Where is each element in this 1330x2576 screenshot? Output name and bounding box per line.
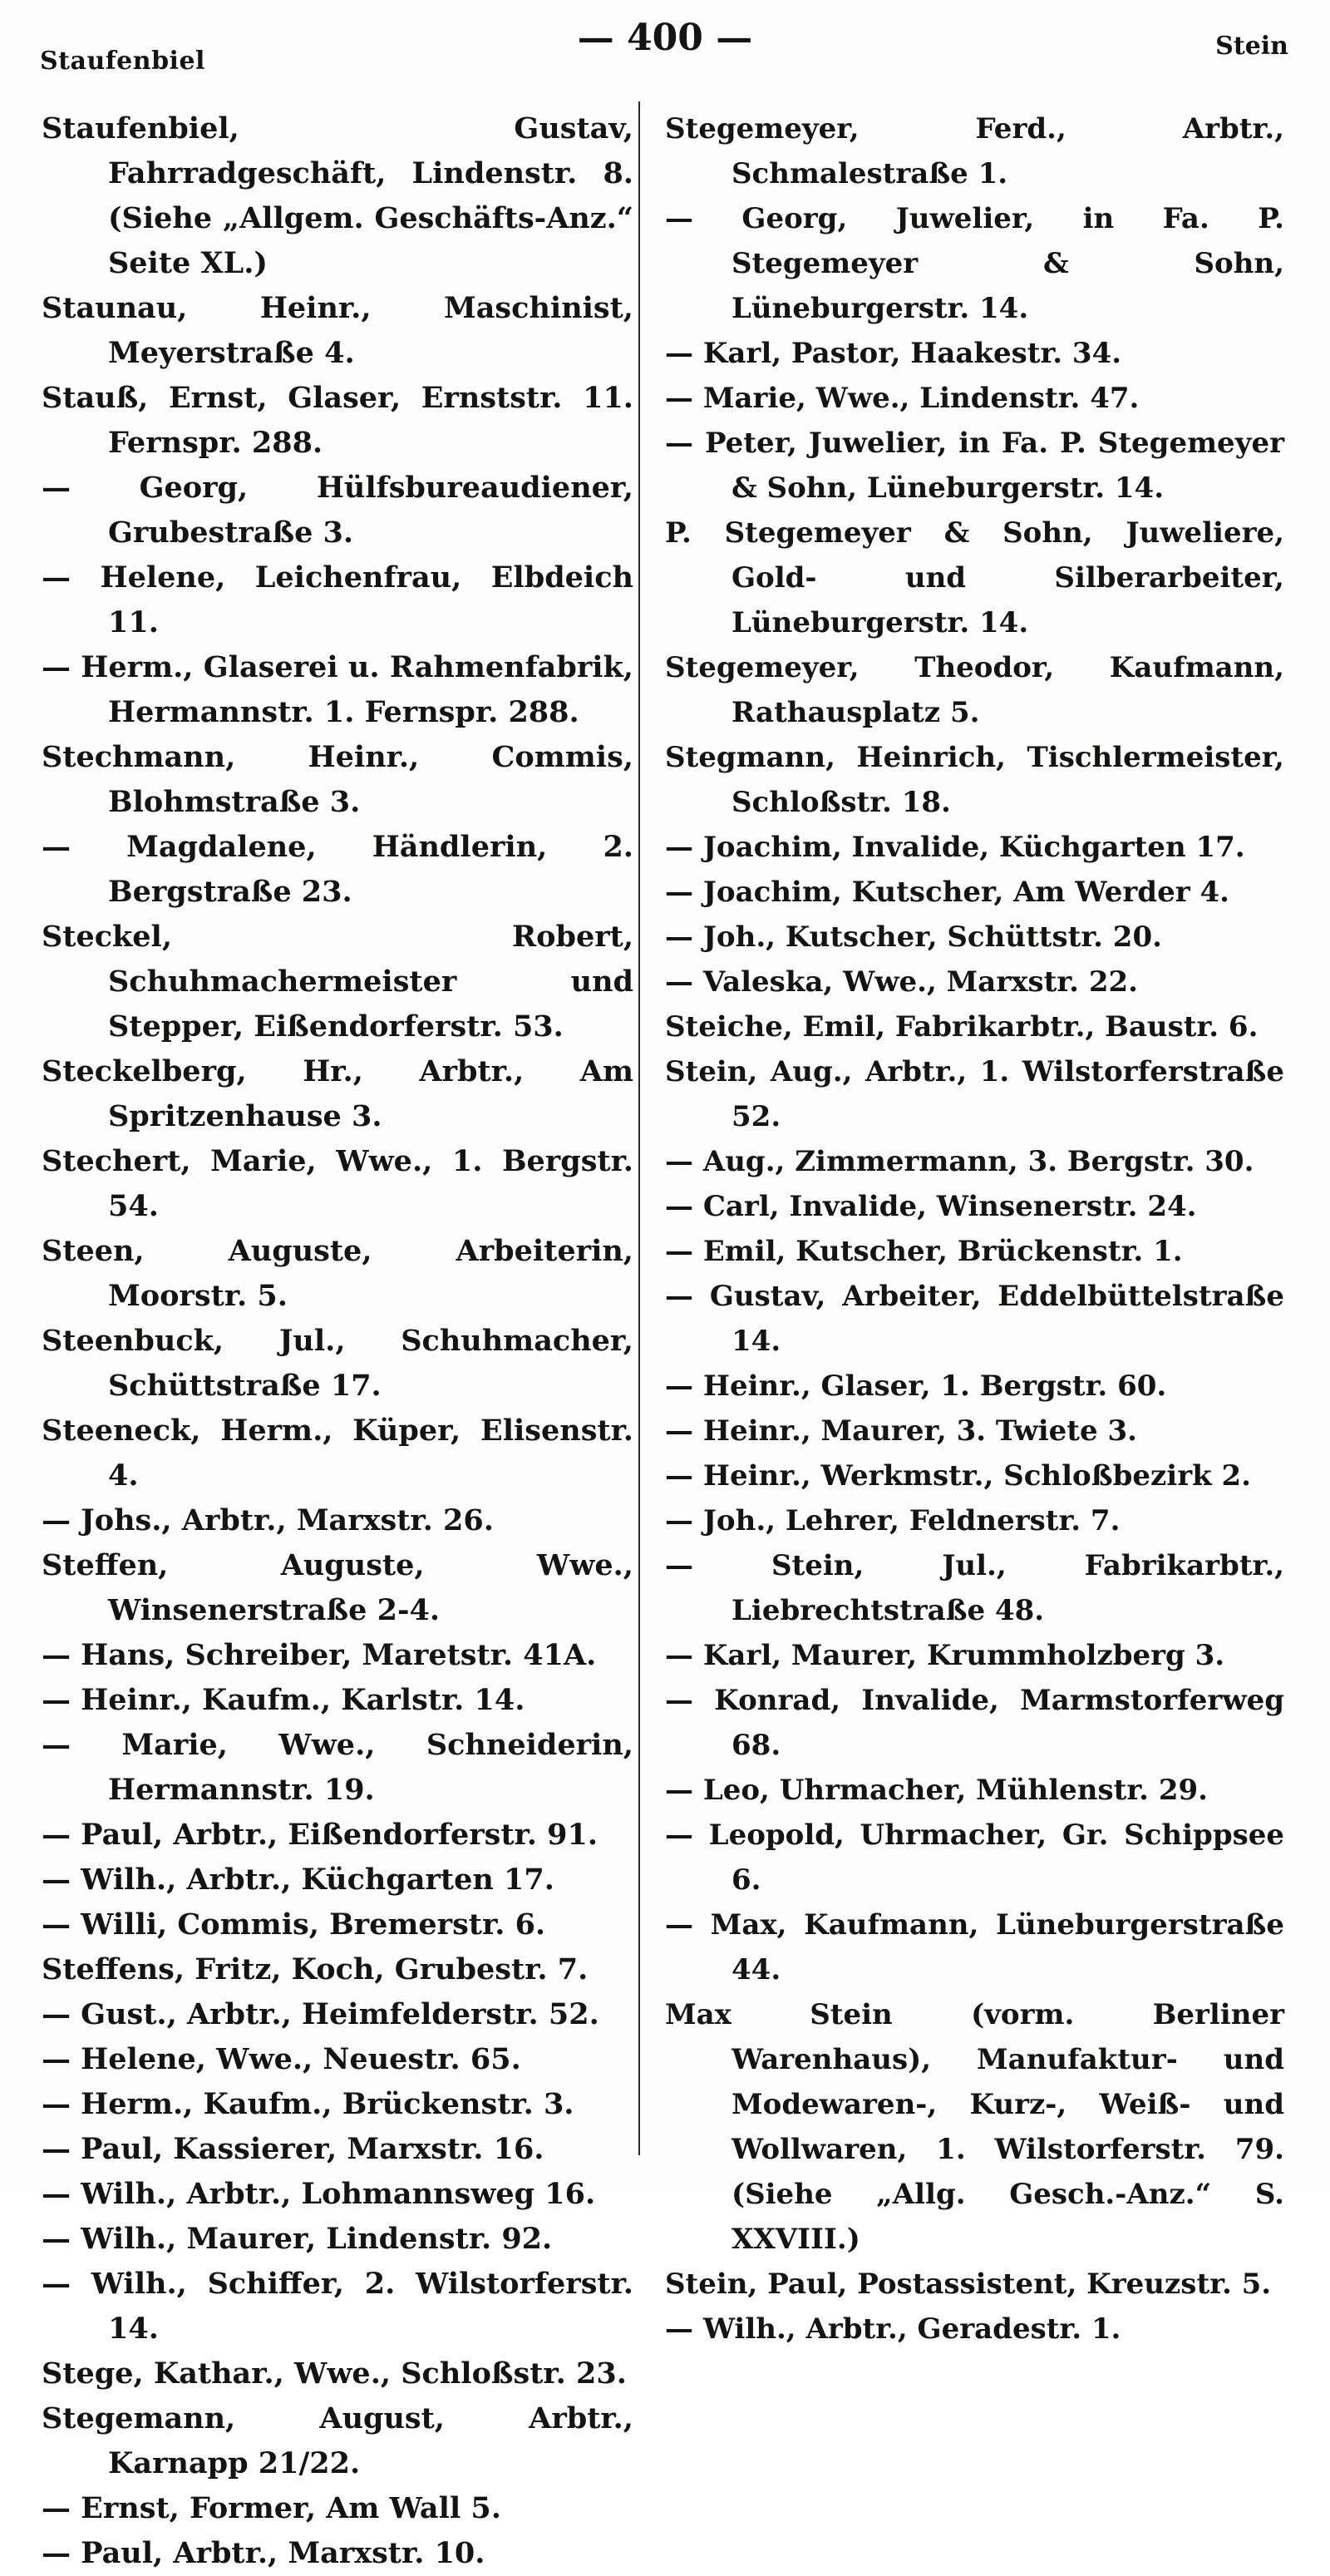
directory-entry: Stein, Paul, Postassistent, Kreuzstr. 5. [665,2268,1272,2301]
directory-entry: Stegemeyer, Ferd., Arbtr., Schmalestraße 1. [665,112,1284,190]
directory-entry: — Wilh., Schiffer, 2. Wilstorferstr. 14. [42,2267,633,2346]
directory-entry: — Emil, Kutscher, Brückenstr. 1. [665,1235,1183,1268]
directory-entry: — Johs., Arbtr., Marxstr. 26. [42,1503,494,1537]
directory-entry: Max Stein (vorm. Berliner Warenhaus), Manufaktur- und Modewaren-, Kurz-, Weiß- und Wollwaren, 1. Wilstorferstr. 79. (Siehe „Allg. Gesch.-Anz.“ S. XXVIII.) [665,1998,1284,2256]
directory-entry: Steffen, Auguste, Wwe., Winsenerstraße 2-4. [42,1548,633,1627]
directory-entry: — Heinr., Werkmstr., Schloßbezirk 2. [665,1459,1252,1493]
page-number: — 400 — [577,17,753,59]
directory-entry: — Leopold, Uhrmacher, Gr. Schippsee 6. [665,1818,1284,1897]
directory-entry: Stechmann, Heinr., Commis, Blohmstraße 3. [42,740,633,819]
directory-entry: — Konrad, Invalide, Marmstorferweg 68. [665,1684,1284,1762]
directory-entry: Steeneck, Herm., Küper, Elisenstr. 4. [42,1414,633,1493]
directory-entry: — Paul, Kassierer, Marxstr. 16. [42,2132,544,2166]
directory-entry: — Karl, Pastor, Haakestr. 34. [665,337,1122,370]
directory-entry: Steckel, Robert, Schuhmachermeister und Stepper, Eißendorferstr. 53. [42,920,633,1044]
directory-entry: Steffens, Fritz, Koch, Grubestr. 7. [42,1952,589,1986]
directory-entry: — Gust., Arbtr., Heimfelderstr. 52. [42,1997,599,2031]
directory-entry: — Wilh., Arbtr., Geradestr. 1. [665,2312,1121,2346]
directory-entry: Stegemann, August, Arbtr., Karnapp 21/22. [42,2401,633,2480]
directory-entry: — Helene, Wwe., Neuestr. 65. [42,2042,521,2076]
directory-entry: — Herm., Glaserei u. Rahmenfabrik, Hermannstr. 1. Fernspr. 288. [42,650,633,729]
left-column [42,106,633,2576]
directory-entry: Staunau, Heinr., Maschinist, Meyerstraße 4. [42,291,633,370]
directory-entry: — Max, Kaufmann, Lüneburgerstraße 44. [665,1908,1284,1986]
directory-entry: Stegmann, Heinrich, Tischlermeister, Schloßstr. 18. [665,741,1284,819]
directory-entry: — Karl, Maurer, Krummholzberg 3. [665,1639,1225,1672]
directory-entry: — Paul, Arbtr., Eißendorferstr. 91. [42,1818,598,1852]
directory-entry: — Aug., Zimmermann, 3. Bergstr. 30. [665,1145,1254,1178]
directory-entry: Steckelberg, Hr., Arbtr., Am Spritzenhause 3. [42,1054,633,1133]
directory-entry: — Stein, Jul., Fabrikarbtr., Liebrechtstraße 48. [665,1549,1284,1627]
directory-entry: — Carl, Invalide, Winsenerstr. 24. [665,1190,1197,1223]
right-column [665,106,1284,2351]
directory-entry: Steen, Auguste, Arbeiterin, Moorstr. 5. [42,1234,633,1313]
directory-entry: Stauß, Ernst, Glaser, Ernststr. 11. Fernspr. 288. [42,381,633,460]
directory-entry: — Marie, Wwe., Lindenstr. 47. [665,382,1140,415]
directory-entry: — Joh., Kutscher, Schüttstr. 20. [665,920,1162,954]
page-header [33,15,1297,76]
directory-entry: — Gustav, Arbeiter, Eddelbüttelstraße 14. [665,1280,1284,1358]
directory-entry: Stegemeyer, Theodor, Kaufmann, Rathausplatz 5. [665,651,1284,729]
directory-entry: — Joachim, Kutscher, Am Werder 4. [665,876,1229,909]
directory-entry: — Heinr., Kaufm., Karlstr. 14. [42,1683,525,1717]
directory-entry: — Magdalene, Händlerin, 2. Bergstraße 23. [42,830,633,909]
directory-entry: — Herm., Kaufm., Brückenstr. 3. [42,2087,574,2121]
directory-entry: — Joh., Lehrer, Feldnerstr. 7. [665,1504,1121,1537]
directory-entry: — Helene, Leichenfrau, Elbdeich 11. [42,560,633,639]
header-last-entry: Stein [1215,32,1288,61]
header-first-entry: Staufenbiel [40,47,205,76]
directory-entry: — Valeska, Wwe., Marxstr. 22. [665,965,1138,999]
directory-entry: — Georg, Hülfsbureaudiener, Grubestraße 3. [42,471,633,550]
directory-entry: — Georg, Juwelier, in Fa. P. Stegemeyer & Sohn, Lüneburgerstr. 14. [665,202,1284,325]
directory-entry: Steenbuck, Jul., Schuhmacher, Schüttstraße 17. [42,1324,633,1403]
directory-entry: — Heinr., Glaser, 1. Bergstr. 60. [665,1369,1167,1403]
directory-entry: — Joachim, Invalide, Küchgarten 17. [665,831,1245,864]
directory-entry: Stege, Kathar., Wwe., Schloßstr. 23. [42,2356,627,2391]
column-divider [638,101,640,2155]
directory-entry: Stechert, Marie, Wwe., 1. Bergstr. 54. [42,1144,633,1223]
directory-entry: — Peter, Juwelier, in Fa. P. Stegemeyer & Sohn, Lüneburgerstr. 14. [665,427,1284,505]
directory-entry: — Wilh., Arbtr., Lohmannsweg 16. [42,2177,596,2211]
directory-entry: Steiche, Emil, Fabrikarbtr., Baustr. 6. [665,1010,1259,1044]
directory-entry: P. Stegemeyer & Sohn, Juweliere, Gold- und Silberarbeiter, Lüneburgerstr. 14. [665,516,1284,639]
directory-entry: Stein, Aug., Arbtr., 1. Wilstorferstraße 52. [665,1055,1284,1133]
directory-entry: — Marie, Wwe., Schneiderin, Hermannstr. 19. [42,1728,633,1807]
directory-entry: — Willi, Commis, Bremerstr. 6. [42,1907,546,1942]
directory-entry: — Heinr., Maurer, 3. Twiete 3. [665,1414,1137,1448]
directory-entry: Staufenbiel, Gustav, Fahrradgeschäft, Lindenstr. 8. (Siehe „Allgem. Geschäfts-Anz.“ Seite XL.) [42,111,633,280]
directory-entry: — Paul, Arbtr., Marxstr. 10. [42,2536,485,2570]
directory-entry: — Hans, Schreiber, Maretstr. 41A. [42,1638,597,1672]
directory-entry: — Leo, Uhrmacher, Mühlenstr. 29. [665,1774,1208,1807]
directory-entry: — Ernst, Former, Am Wall 5. [42,2491,501,2525]
directory-entry: — Wilh., Arbtr., Küchgarten 17. [42,1863,554,1897]
directory-entry: — Wilh., Maurer, Lindenstr. 92. [42,2222,553,2256]
